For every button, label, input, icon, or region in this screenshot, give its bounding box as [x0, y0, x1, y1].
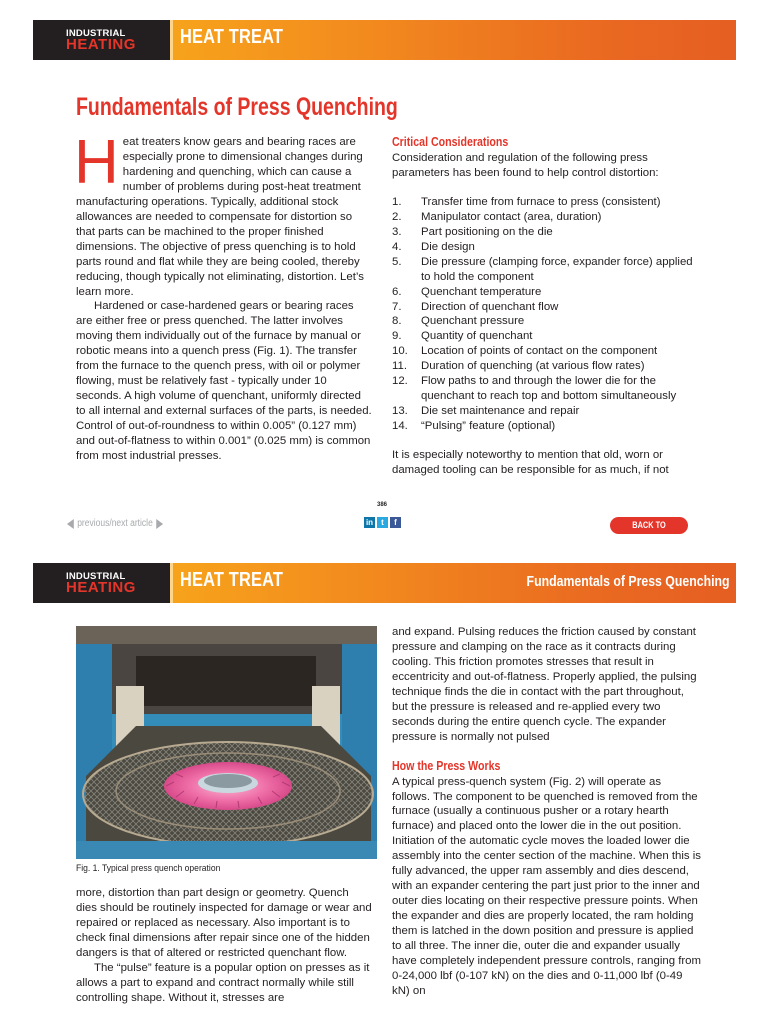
parameter-list-item: [392, 255, 702, 285]
pulsing-paragraph: and expand. Pulsing reduces the friction caused by constant pressure and clamping on the race as it contracts during cooling. This friction promotes stresses that result in eccentricity and out-of-flatness. Properly applied, the pulsing technique finds the die in contact with the part throughout, but the pressure is released and re-applied every two seconds during the entire quench cycle. The expander pressure is normally not pulsed: [392, 626, 697, 743]
linkedin-icon[interactable]: in: [365, 518, 374, 527]
parameter-list-item: [392, 344, 702, 359]
parameter-number: 9.: [392, 330, 402, 343]
parameter-text: Part positioning on the die: [421, 225, 553, 238]
page-number: 386: [377, 502, 388, 508]
running-head: Fundamentals of Press Quenching: [527, 573, 730, 590]
twitter-icon[interactable]: t: [377, 517, 388, 528]
section-label: HEAT TREAT: [180, 26, 284, 48]
parameter-text: Quenchant temperature: [421, 285, 542, 298]
section-bar: [170, 563, 736, 603]
article-title: Fundamentals of Press Quenching: [76, 93, 398, 121]
parameter-list-item: [392, 210, 702, 225]
parameter-text: Die design: [421, 240, 475, 253]
parameter-list-item: [392, 225, 702, 240]
parameter-text: Quenchant pressure: [421, 315, 525, 328]
page-387: [0, 548, 768, 1024]
bar-separator: [170, 20, 173, 60]
left-column: [76, 886, 372, 1006]
previous-arrow-icon[interactable]: [67, 519, 74, 529]
parameter-list-item: [392, 374, 702, 404]
bar-separator: [170, 563, 173, 603]
parameter-number: 2.: [392, 210, 402, 223]
logo-line-heating: HEATING: [66, 579, 136, 596]
parameter-list-item: [392, 404, 702, 419]
intro-paragraph-text: eat treaters know gears and bearing races are especially prone to dimensional changes during hardening and quenching, which can cause a number of problems during post-heat treatment manufacturing operations. Typically, additional stock allowances are needed to compensate for distortion so that parts can be machined to the proper finished dimensions. The objective of press quenching is to hold parts round and flat while they are being cooled, thereby reducing, though typically not eliminating, distortion. Let’s learn more.: [76, 136, 364, 298]
figure-caption: Fig. 1. Typical press quench operation: [76, 863, 221, 874]
parameter-list-item: [392, 329, 702, 344]
parameter-text: “Pulsing” feature (optional): [421, 420, 556, 433]
subhead-how-the-press-works: How the Press Works: [392, 758, 501, 773]
magazine-banner: [33, 563, 736, 603]
industrial-heating-logo: [33, 563, 170, 603]
parameter-list-item: [392, 314, 702, 329]
logo-line-industrial: INDUSTRIAL: [66, 28, 126, 39]
parameter-text: Quantity of quenchant: [421, 330, 533, 343]
left-column: [74, 128, 372, 464]
parameter-list: [392, 195, 702, 434]
parameter-number: 7.: [392, 300, 402, 313]
parameter-text: Die set maintenance and repair: [421, 405, 580, 418]
parameter-text: Die pressure (clamping force, expander force) applied to hold the component: [421, 255, 693, 283]
drop-cap: H: [74, 128, 119, 197]
prev-next-label[interactable]: previous/next article: [77, 518, 153, 529]
parameter-text: Transfer time from furnace to press (consistent): [421, 195, 661, 208]
facebook-icon[interactable]: f: [390, 517, 401, 528]
body-paragraph: The “pulse” feature is a popular option on presses as it allows a part to expand and contract normally while still controlling shape. Without it, stresses are: [76, 961, 370, 1004]
industrial-heating-logo: [33, 20, 170, 60]
logo-line-industrial: INDUSTRIAL: [66, 571, 126, 582]
parameter-list-item: [392, 195, 702, 210]
parameter-text: Direction of quenchant flow: [421, 300, 559, 313]
considerations-intro: Consideration and regulation of the following press parameters has been found to help control distortion:: [392, 151, 659, 179]
parameter-list-item: [392, 419, 702, 434]
parameter-number: 13.: [392, 405, 408, 418]
parameter-list-item: [392, 359, 702, 374]
parameter-text: Duration of quenching (at various flow rates): [421, 360, 645, 373]
closing-paragraph: It is especially noteworthy to mention that old, worn or damaged tooling can be responsible for as much, if not: [392, 449, 669, 477]
parameter-number: 12.: [392, 375, 408, 388]
parameter-number: 14.: [392, 420, 408, 433]
section-bar: [170, 20, 736, 60]
logo-line-heating: HEATING: [66, 36, 136, 53]
parameter-text: Location of points of contact on the component: [421, 345, 658, 358]
parameter-text: Flow paths to and through the lower die for the quenchant to reach top and bottom simultaneously: [421, 375, 677, 403]
parameter-number: 10.: [392, 345, 408, 358]
parameter-number: 1.: [392, 195, 402, 208]
parameter-number: 4.: [392, 240, 402, 253]
back-to-contents-button[interactable]: [610, 517, 688, 547]
press-works-paragraph: A typical press-quench system (Fig. 2) will operate as follows. The component to be quenched is removed from the furnace (usually a continuous pusher or a rotary hearth furnace) and placed onto the lower die in the out position. Initiation of the automatic cycle moves the loaded lower die assembly into the center section of the machine. When this is fully advanced, the upper ram assembly and dies descend, with an expander centering the part just prior to the inner and outer dies locating on their respective pressure points. When the expander and dies are properly located, the ram holding them is latched in the down position and pressure is applied to all three. The inner die, outer die and expander usually have completely independent pressure controls, ranging from 0-24,000 lbf (0-107 kN) on the dies and 0-11,000 lbf (0-49 kN) on: [392, 775, 701, 997]
social-share: [364, 517, 401, 528]
parameter-list-item: [392, 240, 702, 255]
press-quench-illustration: [76, 626, 377, 859]
parameter-number: 8.: [392, 315, 402, 328]
subhead-critical-considerations: Critical Considerations: [392, 135, 509, 149]
prev-next-article-link[interactable]: [67, 518, 163, 529]
right-column: [392, 625, 702, 999]
next-arrow-icon[interactable]: [156, 519, 163, 529]
body-paragraph: Hardened or case-hardened gears or bearing races are either free or press quenched. The latter involves moving them individually out of the furnace by manual or robotic means into a quench press (Fig. 1). The transfer from the furnace to the quench press, with oil or polymer flowing, must be relatively fast - typically under 10 seconds. A high volume of quenchant, uniformly directed to all internal and external surfaces of the parts, is needed. Control of out-of-roundness to within 0.005” (0.127 mm) and out-of-flatness to within 0.001” (0.025 mm) is common from most industrial presses.: [76, 300, 372, 463]
parameter-number: 6.: [392, 285, 402, 298]
back-to-contents-label[interactable]: BACK TO CONTENTS: [628, 520, 670, 547]
parameter-text: Manipulator contact (area, duration): [421, 210, 602, 223]
parameter-number: 3.: [392, 225, 402, 238]
press-quench-photo: [76, 626, 377, 859]
parameter-list-item: [392, 285, 702, 300]
right-column: [392, 135, 702, 478]
parameter-number: 11.: [392, 360, 407, 373]
parameter-number: 5.: [392, 255, 402, 268]
body-paragraph: more, distortion than part design or geometry. Quench dies should be routinely inspected for damage or wear and repaired or replaced as necessary. Also important is to check final dimensions after repair since one of the hidden dangers is that of altered or restricted quenchant flow.: [76, 887, 372, 959]
magazine-banner: [33, 20, 736, 60]
parameter-list-item: [392, 300, 702, 315]
intro-paragraph: [74, 128, 372, 299]
section-label: HEAT TREAT: [180, 569, 284, 591]
